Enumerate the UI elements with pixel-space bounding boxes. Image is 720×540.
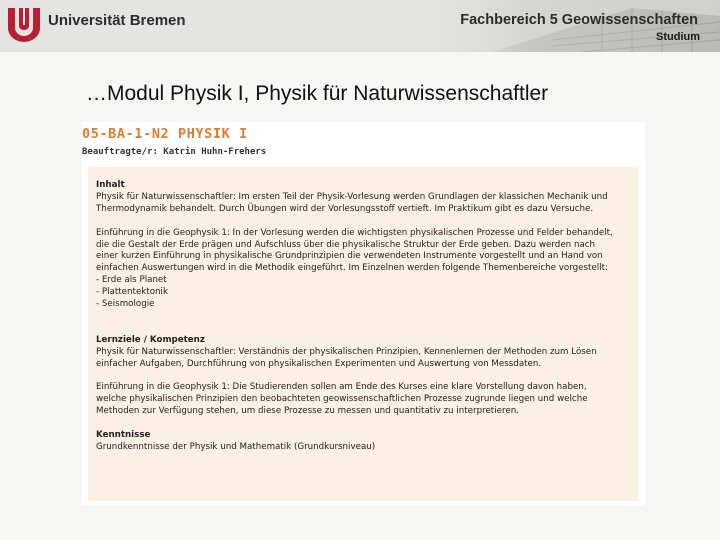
text-line: Physik für Naturwissenschaftler: Im ersten Teil der Physik-Vorlesung werden Grundlagen der klassichen Mechanik und (96, 191, 608, 202)
header-bar (0, 0, 720, 52)
section-heading-lernziele: Lernziele / Kompetenz (96, 334, 205, 345)
text-line: Einführung in die Geophysik 1: Die Studierenden sollen am Ende des Kurses eine klare Vorstellung davon haben, (96, 382, 587, 393)
text-line: einfachen Auswertungen wird in die Methodik eingeführt. Im Einzelnen werden folgende Themenbereiche vorgestellt: (96, 263, 608, 274)
section-label: Studium (656, 31, 700, 43)
list-item: - Erde als Planet (96, 275, 167, 286)
text-line: Physik für Naturwissenschaftler: Verständnis der physikalischen Prinzipien, Kennenlernen der Methoden zum Lösen (96, 346, 597, 357)
text-line: welche physikalischen Prinzipien den beobachteten geowissenschaftlichen Prozesse zugrunde liegen und welche (96, 394, 588, 405)
list-item: - Plattentektonik (96, 287, 168, 298)
text-line: die die Gestalt der Erde prägen und Aufschluss über die physikalische Struktur der Erde geben. Dazu werden nach (96, 239, 596, 250)
module-responsible: Beauftragte/r: Katrin Huhn-Frehers (82, 147, 267, 157)
university-logo-icon (6, 6, 42, 44)
text-line: Einführung in die Geophysik 1: In der Vorlesung werden die wichtigsten physikalischen Prozesse und Felder behandelt, (96, 227, 613, 238)
text-line: Grundkenntnisse der Physik und Mathematik (Grundkursniveau) (96, 441, 376, 452)
section-heading-inhalt: Inhalt (96, 180, 125, 190)
text-line: Thermodynamik behandelt. Durch Übungen wird der Vorlesungsstoff vertieft. Im Praktikum gibt es dazu Versuche. (96, 203, 594, 214)
university-name: Universität Bremen (48, 12, 186, 29)
text-line: einfacher Aufgaben, Durchführung von physikalischen Experimenten und Auswertung von Messdaten. (96, 358, 542, 369)
text-line: einer kurzen Einführung in physikalische Grundprinzipien die verwendeten Instrumente vorgestellt und an Hand von (96, 251, 603, 262)
department-name: Fachbereich 5 Geowissenschaften (460, 12, 698, 28)
module-code: 05-BA-1-N2 PHYSIK I (82, 126, 248, 142)
text-line: Methoden zur Verfügung stehen, um diese Prozesse zu messen und quantitativ zu interpretieren. (96, 406, 519, 417)
module-description (96, 180, 636, 454)
list-item: - Seismologie (96, 299, 155, 310)
section-heading-kenntnisse: Kenntnisse (96, 429, 151, 440)
page-title: …Modul Physik I, Physik für Naturwissenschaftler (86, 82, 549, 105)
